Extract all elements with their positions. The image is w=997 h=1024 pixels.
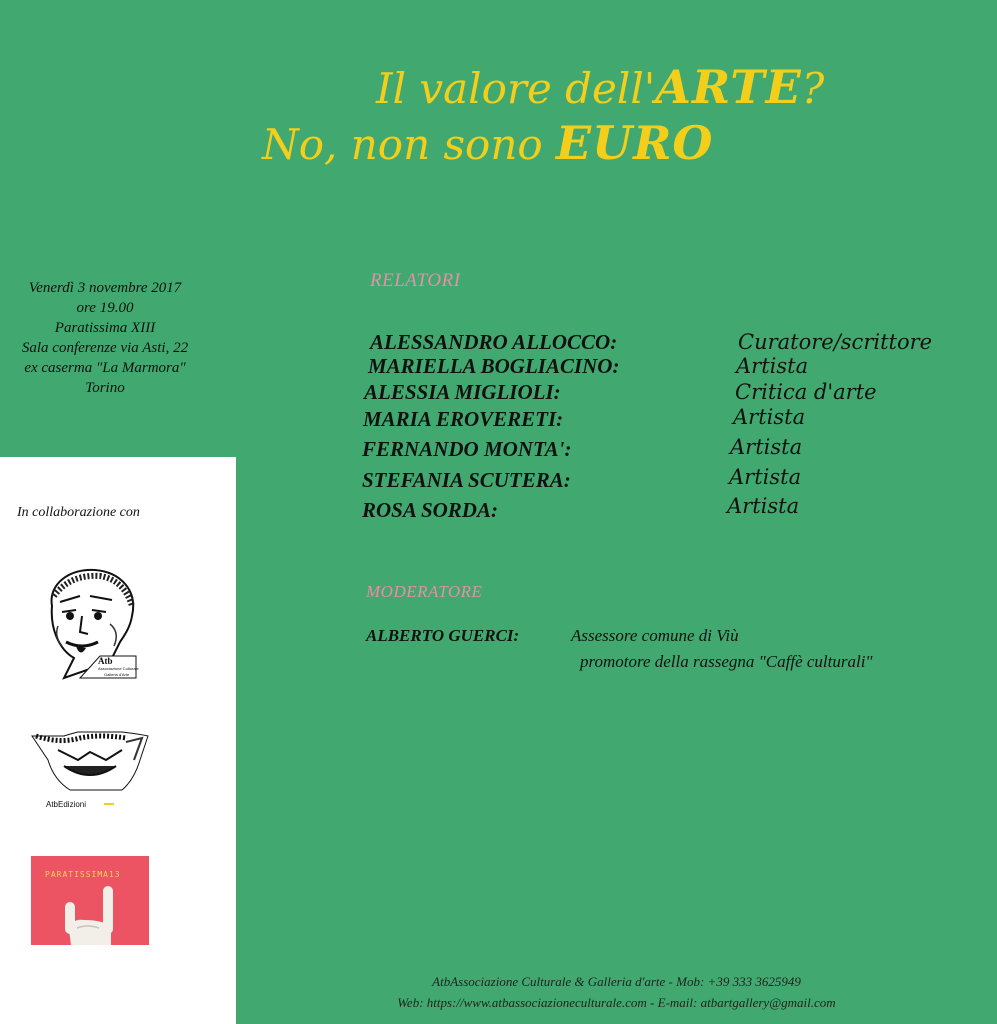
speaker-role: Artista <box>729 465 802 489</box>
title-line-2 <box>262 116 714 170</box>
event-city: Torino <box>85 380 125 396</box>
event-room: Sala conferenze via Asti, 22 <box>21 340 189 356</box>
moderator-role-line-2: promotore della rassegna "Caffè culturali" <box>580 652 873 671</box>
speaker-role: Artista <box>736 354 809 378</box>
atb-logo-sub2: Galleria d'Arte <box>104 672 130 677</box>
event-date: Venerdì 3 novembre 2017 <box>28 280 182 296</box>
paratissima-logo-text: PARATISSIMA13 <box>45 870 121 879</box>
atbedizioni-logo-text: AtbEdizioni <box>46 800 87 809</box>
footer-web-email: Web: https://www.atbassociazioneculturale.com - E-mail: atbartgallery@gmail.com <box>397 995 836 1010</box>
footer-contacts: AtbAssociazione Culturale & Galleria d'arte - Mob: +39 333 3625949 <box>432 974 801 989</box>
speaker-name: MARIA EROVERETI: <box>363 407 564 431</box>
title-text-2: No, non sono <box>262 120 543 169</box>
event-info <box>0 278 210 398</box>
title-emphasis-euro: EURO <box>556 116 714 170</box>
speaker-role: Curatore/scrittore <box>738 330 933 354</box>
atbedizioni-logo <box>30 730 152 812</box>
event-time: ore 19.00 <box>76 300 134 316</box>
moderatore-label: MODERATORE <box>366 582 483 601</box>
atb-logo <box>40 566 140 684</box>
moderator-name: ALBERTO GUERCI: <box>366 626 520 645</box>
speaker-name: FERNANDO MONTA': <box>362 437 572 461</box>
moderator-role-line-1: Assessore comune di Viù <box>571 626 739 645</box>
speaker-role: Critica d'arte <box>735 380 877 404</box>
title-question-mark: ? <box>801 64 825 113</box>
title-emphasis-arte: ARTE <box>655 60 802 114</box>
speaker-role: Artista <box>727 494 800 518</box>
paratissima-logo <box>31 856 149 945</box>
speaker-role: Artista <box>730 435 803 459</box>
atb-logo-sub1: Associazione Culturale <box>98 666 139 671</box>
relatori-label: RELATORI <box>370 270 461 291</box>
event-building: ex caserma "La Marmora" <box>24 360 186 376</box>
speaker-name: MARIELLA BOGLIACINO: <box>368 354 620 378</box>
atb-logo-text: Atb <box>98 656 113 666</box>
speaker-name: ALESSIA MIGLIOLI: <box>364 380 561 404</box>
speaker-name: ALESSANDRO ALLOCCO: <box>370 330 618 354</box>
title-text-1: Il valore dell' <box>376 64 656 113</box>
speaker-name: STEFANIA SCUTERA: <box>362 468 571 492</box>
speaker-role: Artista <box>733 405 806 429</box>
speaker-name: ROSA SORDA: <box>362 498 498 522</box>
event-venue: Paratissima XIII <box>54 320 156 336</box>
collaboration-label: In collaborazione con <box>17 505 140 520</box>
rock-hand-icon <box>31 856 149 945</box>
title-line-1 <box>376 60 825 114</box>
